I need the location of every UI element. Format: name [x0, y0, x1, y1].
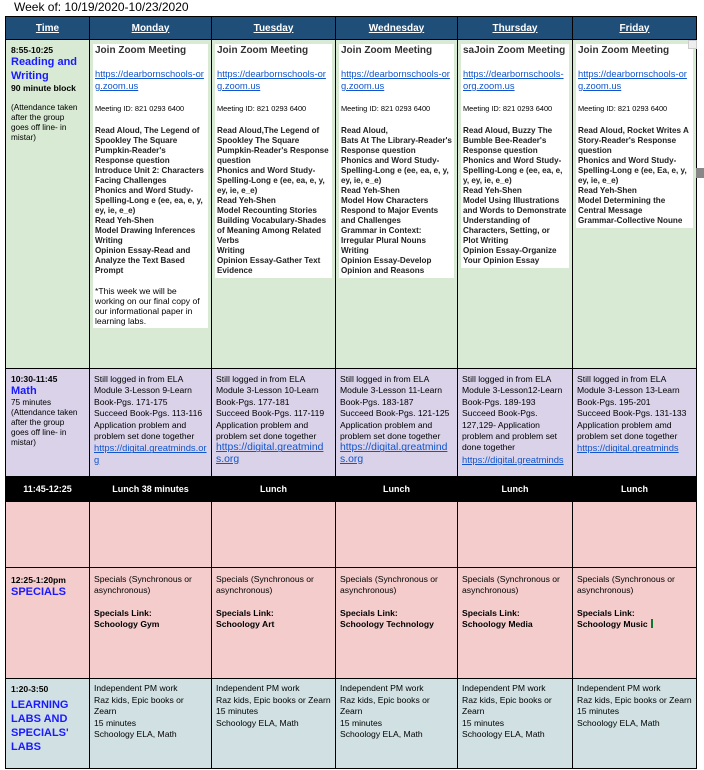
specials-link[interactable]: Schoology Art — [216, 619, 275, 629]
specials-link-row — [577, 619, 692, 630]
reading-thursday — [458, 40, 573, 369]
zoom-box — [576, 44, 693, 228]
blank-cell — [212, 502, 336, 568]
math-thursday — [458, 369, 573, 477]
header-thursday: Thursday — [458, 17, 573, 40]
specials-thursday — [458, 568, 573, 679]
labs-row — [6, 679, 697, 769]
blank-cell — [6, 502, 90, 568]
header-time: Time — [6, 17, 90, 40]
zoom-link[interactable]: https://dearbornschools-org.zoom.us — [463, 68, 564, 91]
zoom-link[interactable]: https://dearbornschools-org.zoom.us — [95, 68, 204, 91]
header-friday: Friday — [573, 17, 697, 40]
lunch-time: 11:45-12:25 — [6, 477, 90, 502]
lesson-text: Read Aloud, The Legend of Spookley The Square Pumpkin-Reader's Response question Introduce Unit 2: Characters Facing Challenges Phonics and Word Study-Spelling-Long e (ee, ea, e, y, ey, ie, e_e) Read Yeh-Shen Model Drawing Inferences Writing Opinion Essay-Read and Analyze the Text Based Prompt — [95, 126, 204, 275]
meeting-id: Meeting ID: 821 0293 6400 — [341, 104, 431, 113]
meeting-id: Meeting ID: 821 0293 6400 — [578, 104, 668, 113]
reading-time-cell — [6, 40, 90, 369]
specials-link[interactable]: Schoology Gym — [94, 619, 160, 629]
zoom-box — [339, 44, 454, 278]
labs-wednesday: Independent PM work Raz kids, Epic books or Zearn 15 minutes Schoology ELA, Math — [336, 679, 458, 769]
zoom-box — [93, 44, 208, 328]
math-text: Still logged in from ELA Module 3-Lesson12-Learn Book-Pgs. 189-193 Succeed Book-Pgs. 127,129- Application problem and problem set done together — [462, 374, 563, 453]
specials-text: Specials (Synchronous or asynchronous) — [462, 574, 560, 595]
reading-block: 90 minute block — [11, 83, 76, 93]
greatminds-link[interactable]: https://digital.greatminds.org — [340, 442, 448, 465]
labs-tuesday: Independent PM work Raz kids, Epic books or Zearn 15 minutes Schoology ELA, Math — [212, 679, 336, 769]
specials-time: 12:25-1:20pm — [11, 575, 66, 585]
scroll-up-arrow[interactable] — [688, 40, 697, 49]
zoom-box — [215, 44, 332, 278]
specials-text: Specials (Synchronous or asynchronous) — [216, 574, 314, 595]
math-tuesday — [212, 369, 336, 477]
zoom-header: saJoin Zoom Meeting — [463, 45, 566, 56]
labs-thursday: Independent PM work Raz kids, Epic books or Zearn 15 minutes Schoology ELA, Math — [458, 679, 573, 769]
week-label: Week of: 10/19/2020-10/23/2020 — [14, 0, 189, 14]
specials-tuesday — [212, 568, 336, 679]
zoom-link[interactable]: https://dearbornschools-org.zoom.us — [578, 68, 687, 91]
specials-text: Specials (Synchronous or asynchronous) — [94, 574, 192, 595]
labs-title: LEARNING LABS AND SPECIALS' LABS — [11, 699, 69, 753]
reading-friday — [573, 40, 697, 369]
lunch-friday: Lunch — [573, 477, 697, 502]
math-text: Still logged in from ELA Module 3-Lesson 9-Learn Book-Pgs. 171-175 Succeed Book-Pgs. 113-116 Application problem and problem set done together — [94, 374, 203, 442]
lunch-thursday: Lunch — [458, 477, 573, 502]
specials-text: Specials (Synchronous or asynchronous) — [577, 574, 675, 595]
greatminds-link[interactable]: https://digital.greatminds — [462, 453, 564, 465]
reading-tuesday — [212, 40, 336, 369]
reading-time: 8:55-10:25 — [11, 45, 54, 55]
blank-cell — [458, 502, 573, 568]
greatminds-link[interactable]: https://digital.greatminds.org — [216, 442, 324, 465]
meeting-id: Meeting ID: 821 0293 6400 — [217, 104, 307, 113]
math-time: 10:30-11:45 — [11, 374, 58, 384]
header-row — [6, 17, 697, 40]
reading-wednesday — [336, 40, 458, 369]
math-wednesday — [336, 369, 458, 477]
reading-monday — [90, 40, 212, 369]
specials-link[interactable]: Schoology Music — [577, 619, 648, 629]
zoom-header: Join Zoom Meeting — [341, 45, 433, 56]
reading-attendance-note: (Attendance taken after the group goes off line- in mistar) — [11, 103, 78, 142]
lesson-text: Read Aloud, Rocket Writes A Story-Reader's Response question Phonics and Word Study-Spelling-Long e (ee, Ea, e, y, ey, ie, e_e) Read Yeh-Shen Model Determining the Central Message Grammar-Collective Noune — [578, 126, 689, 225]
lesson-text: Read Aloud, Buzzy The Bumble Bee-Reader's Response question Phonics and Word Study-Spelling-Long e (ee, ea, e, y, ey, ie, e_e) Read Yeh-Shen Model Using Illustrations and Words to Demonstrate Understanding of Characters, Setting, or Plot Writing Opinion Essay-Organize Your Opinion Essay — [463, 126, 567, 265]
zoom-header: Join Zoom Meeting — [217, 45, 309, 56]
zoom-link[interactable]: https://dearbornschools-org.zoom.us — [341, 68, 450, 91]
lunch-monday: Lunch 38 minutes — [90, 477, 212, 502]
labs-monday: Independent PM work Raz kids, Epic books or Zearn 15 minutes Schoology ELA, Math — [90, 679, 212, 769]
lunch-blank-row — [6, 502, 697, 568]
math-time-cell — [6, 369, 90, 477]
lesson-note: *This week we will be working on our final copy of our informational paper in learning labs. — [95, 286, 200, 326]
math-friday — [573, 369, 697, 477]
lunch-tuesday: Lunch — [212, 477, 336, 502]
specials-link-label: Specials Link: — [462, 608, 520, 618]
specials-link-label: Specials Link: — [340, 608, 398, 618]
specials-link[interactable]: Schoology Media — [462, 619, 533, 629]
blank-cell — [90, 502, 212, 568]
header-monday: Monday — [90, 17, 212, 40]
math-row — [6, 369, 697, 477]
specials-time-cell — [6, 568, 90, 679]
reading-title: Reading and Writing — [11, 56, 78, 82]
blank-cell — [336, 502, 458, 568]
lesson-text: Read Aloud, Bats At The Library-Reader's Response question Phonics and Word Study-Spelling-Long e (ee, ea, e, y, ey, ie, e_e) Read Yeh-Shen Model How Characters Respond to Major Events and Challenges Grammar in Context: Irregular Plural Nouns Writing Opinion Essay-Develop Opinion and Reasons — [341, 126, 452, 275]
math-attendance-note: (Attendance taken after the group goes off line- in mistar) — [11, 408, 78, 447]
specials-text: Specials (Synchronous or asynchronous) — [340, 574, 438, 595]
meeting-id: Meeting ID: 821 0293 6400 — [95, 104, 185, 113]
specials-link[interactable]: Schoology Technology — [340, 619, 434, 629]
labs-time: 1:20-3:50 — [11, 684, 49, 694]
specials-link-label: Specials Link: — [577, 608, 635, 618]
math-monday — [90, 369, 212, 477]
zoom-box — [461, 44, 569, 268]
zoom-link[interactable]: https://dearbornschools-org.zoom.us — [217, 68, 326, 91]
math-text: Still logged in from ELA Module 3-Lesson 11-Learn Book-Pgs. 183-187 Succeed Book-Pgs. 121-125 Application problem and problem set done together — [340, 374, 450, 442]
greatminds-link[interactable]: https://digital.greatminds — [577, 442, 679, 454]
specials-friday — [573, 568, 697, 679]
lunch-row — [6, 477, 697, 502]
specials-link-label: Specials Link: — [216, 608, 274, 618]
blank-cell — [573, 502, 697, 568]
math-text: Still logged in from ELA Module 3-Lesson 13-Learn Book-Pgs. 195-201 Succeed Book-Pgs. 131-133 Application problem amd problem set done together — [577, 374, 687, 442]
side-expand-handle[interactable] — [696, 168, 704, 178]
meeting-id: Meeting ID: 821 0293 6400 — [463, 104, 553, 113]
specials-row — [6, 568, 697, 679]
math-title: Math — [11, 385, 37, 397]
reading-row — [6, 40, 697, 369]
zoom-header: Join Zoom Meeting — [578, 45, 670, 56]
header-wednesday: Wednesday — [336, 17, 458, 40]
labs-time-cell — [6, 679, 90, 769]
specials-wednesday — [336, 568, 458, 679]
specials-monday — [90, 568, 212, 679]
flag-icon — [651, 619, 653, 628]
header-tuesday: Tuesday — [212, 17, 336, 40]
lunch-wednesday: Lunch — [336, 477, 458, 502]
labs-friday: Independent PM work Raz kids, Epic books or Zearn 15 minutes Schoology ELA, Math — [573, 679, 697, 769]
math-duration: 75 minutes — [11, 398, 52, 407]
zoom-header: Join Zoom Meeting — [95, 45, 187, 56]
schedule-table — [5, 16, 697, 769]
math-text: Still logged in from ELA Module 3-Lesson 10-Learn Book-Pgs. 177-181 Succeed Book-Pgs. 117-119 Application problem and problem set done together — [216, 374, 325, 442]
lesson-text: Read Aloud,The Legend of Spookley The Square Pumpkin-Reader's Response question Phonics and Word Study-Spelling-Long e (ee, ea, e, y, ey, ie, e_e) Read Yeh-Shen Model Recounting Stories Building Vocabulary-Shades of Meaning Among Related Verbs Writing Opinion Essay-Gather Text Evidence — [217, 126, 329, 275]
greatminds-link[interactable]: https://digital.greatminds.org — [94, 442, 207, 465]
specials-link-label: Specials Link: — [94, 608, 152, 618]
specials-title: SPECIALS — [11, 586, 67, 598]
